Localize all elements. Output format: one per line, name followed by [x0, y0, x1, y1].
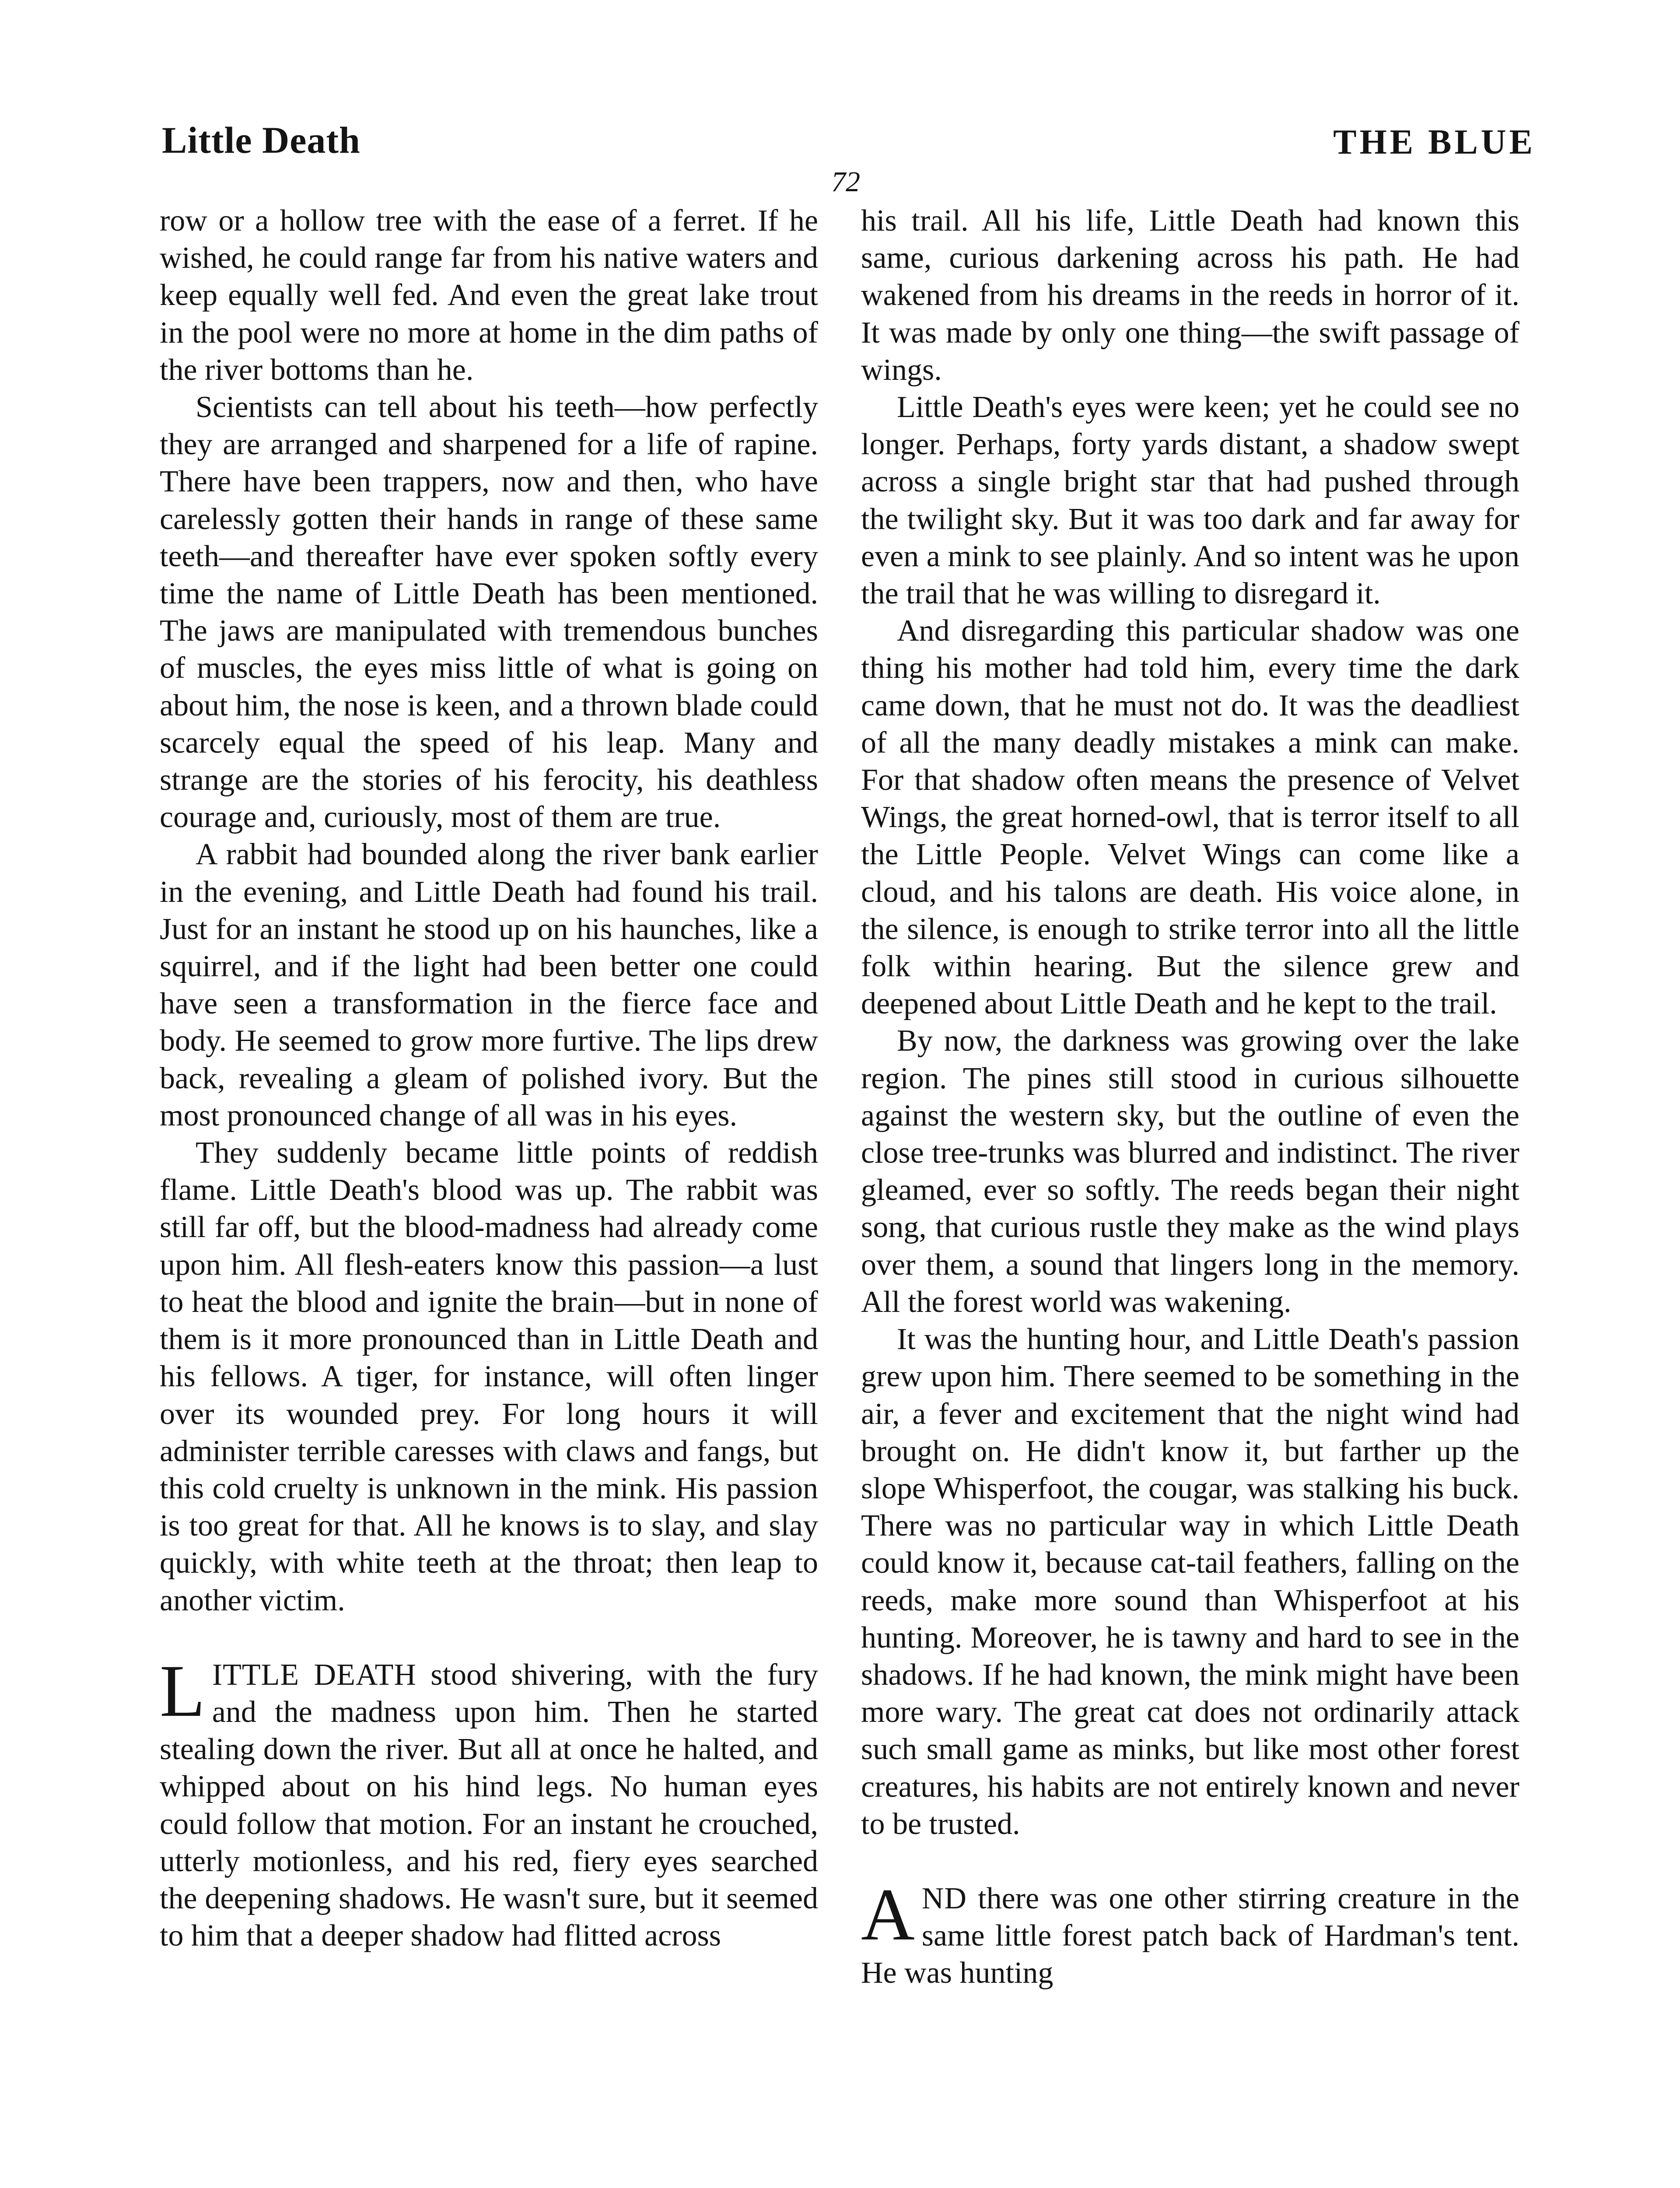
paragraph: A rabbit had bounded along the river bank earlier in the evening, and Little Death had found his trail. Just for an instant he stood up on his haunches, like a squirrel, and if the light had been better one could have seen a transformation in the fierce face and body. He seemed to grow more furtive. The lips drew back, revealing a gleam of polished ivory. But the most pronounced change of all was in his eyes.: [160, 838, 818, 1133]
lead-in: ITTLE DEATH: [212, 1658, 416, 1692]
paragraph: They suddenly became little points of reddish flame. Little Death's blood was up. The rabbit was still far off, but the blood-madness had already come upon him. All flesh-eaters know this passion—a lust to heat the blood and ignite the brain—but in none of them is it more pronounced than in Little Death and his fellows. A tiger, for instance, will often linger over its wounded prey. For long hours it will administer terrible caresses with claws and fangs, but this cold cruelty is unknown in the mink. His passion is too great for that. All he knows is to slay, and slay quickly, with white teeth at the throat; then leap to another victim.: [160, 1136, 818, 1617]
running-head-magazine: THE BLUE: [1333, 123, 1536, 161]
paragraph-text: there was one other stirring creature in the same little forest patch back of Hardman's tent. He was hunting: [861, 1881, 1519, 1990]
left-column: [160, 202, 818, 1954]
paragraph: Scientists can tell about his teeth—how perfectly they are arranged and sharpened for a life of rapine. There have been trappers, now and then, who have carelessly gotten their hands in range of these same teeth—and thereafter have ever spoken softly every time the name of Little Death has been mentioned. The jaws are manipulated with tremendous bunches of muscles, the eyes miss little of what is going on about him, the nose is keen, and a thrown blade could scarcely equal the speed of his leap. Many and strange are the stories of his ferocity, his deathless courage and, curiously, most of them are true.: [160, 390, 818, 835]
section-paragraph: [160, 1649, 818, 1955]
lead-in: ND: [921, 1881, 967, 1915]
paragraph: It was the hunting hour, and Little Death's passion grew upon him. There seemed to be something in the air, a fever and excitement that the night wind had brought on. He didn't know it, but farther up the slope Whisperfoot, the cougar, was stalking his buck. There was no particular way in which Little Death could know it, because cat-tail feathers, falling on the reeds, make more sound than Whisperfoot at his hunting. Moreover, he is tawny and hard to see in the shadows. If he had known, the mink might have been more wary. The great cat does not ordinarily attack such small game as minks, but like most other forest creatures, his habits are not entirely known and never to be trusted.: [861, 1322, 1519, 1841]
right-column: [861, 202, 1519, 1992]
paragraph: And disregarding this particular shadow was one thing his mother had told him, every time the dark came down, that he must not do. It was the deadliest of all the many deadly mistakes a mink can make. For that shadow often means the presence of Velvet Wings, the great horned-owl, that is terror itself to all the Little People. Velvet Wings can come like a cloud, and his talons are death. His voice alone, in the silence, is enough to strike terror into all the little folk within hearing. But the silence grew and deepened about Little Death and he kept to the trail.: [861, 614, 1519, 1021]
paragraph: row or a hollow tree with the ease of a ferret. If he wished, he could range far from his native waters and keep equally well fed. And even the great lake trout in the pool were no more at home in the dim paths of the river bottoms than he.: [160, 204, 818, 387]
drop-cap: A: [861, 1873, 915, 1956]
paragraph: By now, the darkness was growing over the lake region. The pines still stood in curious silhouette against the western sky, but the outline of even the close tree-trunks was blurred and indistinct. The river gleamed, ever so softly. The reeds began their night song, that curious rustle they make as the wind plays over them, a sound that lingers long in the memory. All the forest world was wakening.: [861, 1024, 1519, 1319]
section-paragraph: [861, 1873, 1519, 1992]
running-head-title: Little Death: [162, 119, 360, 161]
page-number: 72: [831, 166, 860, 198]
drop-cap: L: [160, 1649, 205, 1732]
paragraph-text: stood shivering, with the fury and the madness upon him. Then he started stealing down the river. But all at once he halted, and whipped about on his hind legs. No human eyes could follow that motion. For an instant he crouched, utterly motionless, and his red, fiery eyes searched the deepening shadows. He wasn't sure, but it seemed to him that a deeper shadow had flitted across: [160, 1658, 818, 1953]
paragraph: his trail. All his life, Little Death had known this same, curious darkening across his path. He had wakened from his dreams in the reeds in horror of it. It was made by only one thing—the swift passage of wings.: [861, 204, 1519, 387]
paragraph: Little Death's eyes were keen; yet he could see no longer. Perhaps, forty yards distant, a shadow swept across a single bright star that had pushed through the twilight sky. But it was too dark and far away for even a mink to see plainly. And so intent was he upon the trail that he was willing to disregard it.: [861, 390, 1519, 611]
